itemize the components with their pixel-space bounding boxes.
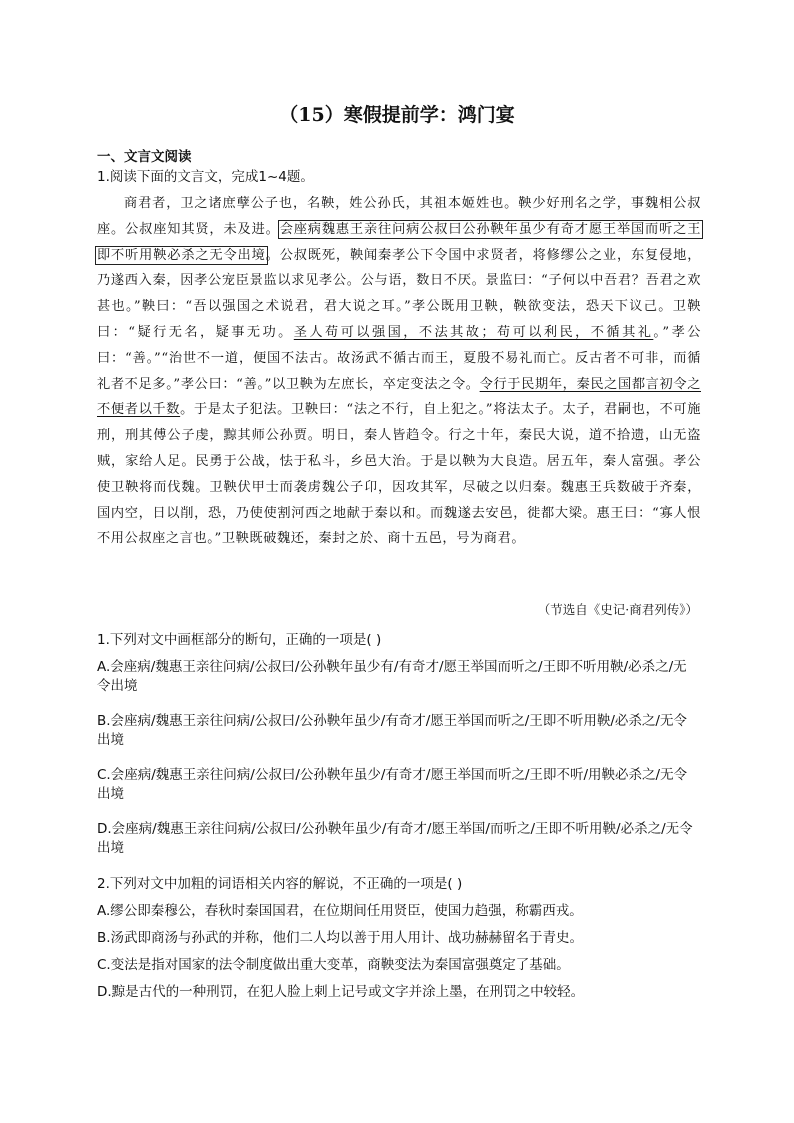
question-2-stem: 2.下列对文中加粗的词语相关内容的解说，不正确的一项是( ): [97, 876, 463, 892]
question-2-option-a: A.缪公即秦穆公，春秋时秦国国君，在位期间任用贤臣，使国力趋强，称霸西戎。: [97, 903, 583, 919]
passage-text: 。于是太子犯法。卫鞅曰：“法之不行，自上犯之。”将法太子。太子，君嗣也，不可施刑，刑其傅公子虔，黥其师公孙贾。明日，秦人皆趋令。行之十年，秦民大说，道不拾遗，山无盗贼，家给人足。民勇于公战，怯于私斗，乡邑大治。于是以鞅为大良造。居五年，秦人富强。孝公使卫鞅将而伐魏。卫鞅伏甲士而袭虏魏公子卬，因攻其军，尽破之以归秦。魏惠王兵数破于齐秦，国内空，日以削，恐，乃使使割河西之地献于秦以和。而魏遂去安邑，徙都大梁。惠王曰：“寡人恨不用公叔座之言也。”卫鞅既破魏还，秦封之於、商十五邑，号为商君。: [97, 402, 701, 547]
passage-text: 。”孝公曰：“善。”“治世不一道，便国不法古。故汤武不循古而王，夏殷不易礼而亡。反古者不可非，而循礼者不足多。”孝公曰：“善。”以卫鞅为左庶长，卒定变法之令。: [97, 324, 701, 392]
framed-passage: 会座病魏惠王亲往问病公叔曰公孙鞅年虽少有奇才愿王举国而听之王即不听用鞅必杀之无令出境: [97, 221, 701, 263]
question-1-option-b: B.会座病/魏惠王亲往问病/公叔曰/公孙鞅年虽少/有奇才/愿王举国而听之/王即不听用鞅/必杀之/无令出境: [97, 713, 687, 748]
underlined-sentence-2: 令行于民期年，秦民之国都言初令之不便者以千数: [97, 376, 701, 418]
question-1-option-c: C.会座病/魏惠王亲往问病/公叔曰/公孙鞅年虽少/有奇才/愿王举国而听之/王即不听/用鞅必杀之/无令出境: [97, 767, 688, 802]
question-2-option-b: B.汤武即商汤与孙武的并称，他们二人均以善于用人用计、战功赫赫留名于青史。: [97, 930, 584, 946]
question-2-option-c: C.变法是指对国家的法令制度做出重大变革，商鞅变法为秦国富强奠定了基础。: [97, 957, 570, 973]
section-heading: 一、文言文阅读: [97, 149, 192, 165]
passage-text: 商君者，卫之诸庶孽公子也，名鞅，姓公孙氏，其祖本姬姓也。鞅少好刑名之学，事魏相公叔座。公叔座知其贤，未及进。: [97, 196, 701, 237]
instruction-text: 1.阅读下面的文言文，完成1~4题。: [97, 169, 314, 185]
underlined-sentence-1: 圣人苟可以强国，不法其故；苟可以利民，不循其礼: [293, 324, 654, 340]
question-1-option-d: D.会座病/魏惠王亲往问病/公叔曰/公孙鞅年虽少/有奇才/愿王举国/而听之/王即不听用鞅/必杀之/无令出境: [97, 821, 693, 856]
classical-passage: [97, 191, 701, 552]
page-title: （15）寒假提前学：鸿门宴: [279, 104, 515, 126]
question-1-stem: 1.下列对文中画框部分的断句，正确的一项是( ): [97, 632, 382, 648]
question-2-option-d: D.黥是古代的一种刑罚，在犯人脸上刺上记号或文字并涂上墨，在刑罚之中较轻。: [97, 984, 585, 1000]
source-citation: （节选自《史记·商君列传》）: [537, 602, 698, 617]
passage-text: 。公叔既死，鞅闻秦孝公下令国中求贤者，将修缪公之业，东复侵地，乃遂西入秦，因孝公宠臣景监以求见孝公。公与语，数日不厌。景监曰：“子何以中吾君？吾君之欢甚也。”鞅曰：“吾以强国之术说君，君大说之耳。”孝公既用卫鞅，鞅欲变法，恐天下议己。卫鞅曰：“疑行无名，疑事无功。: [97, 247, 701, 340]
question-1-option-a: A.会座病/魏惠王亲往问病/公叔曰/公孙鞅年虽少有/有奇才/愿王举国而听之/王即不听用鞅/必杀之/无令出境: [97, 659, 687, 694]
